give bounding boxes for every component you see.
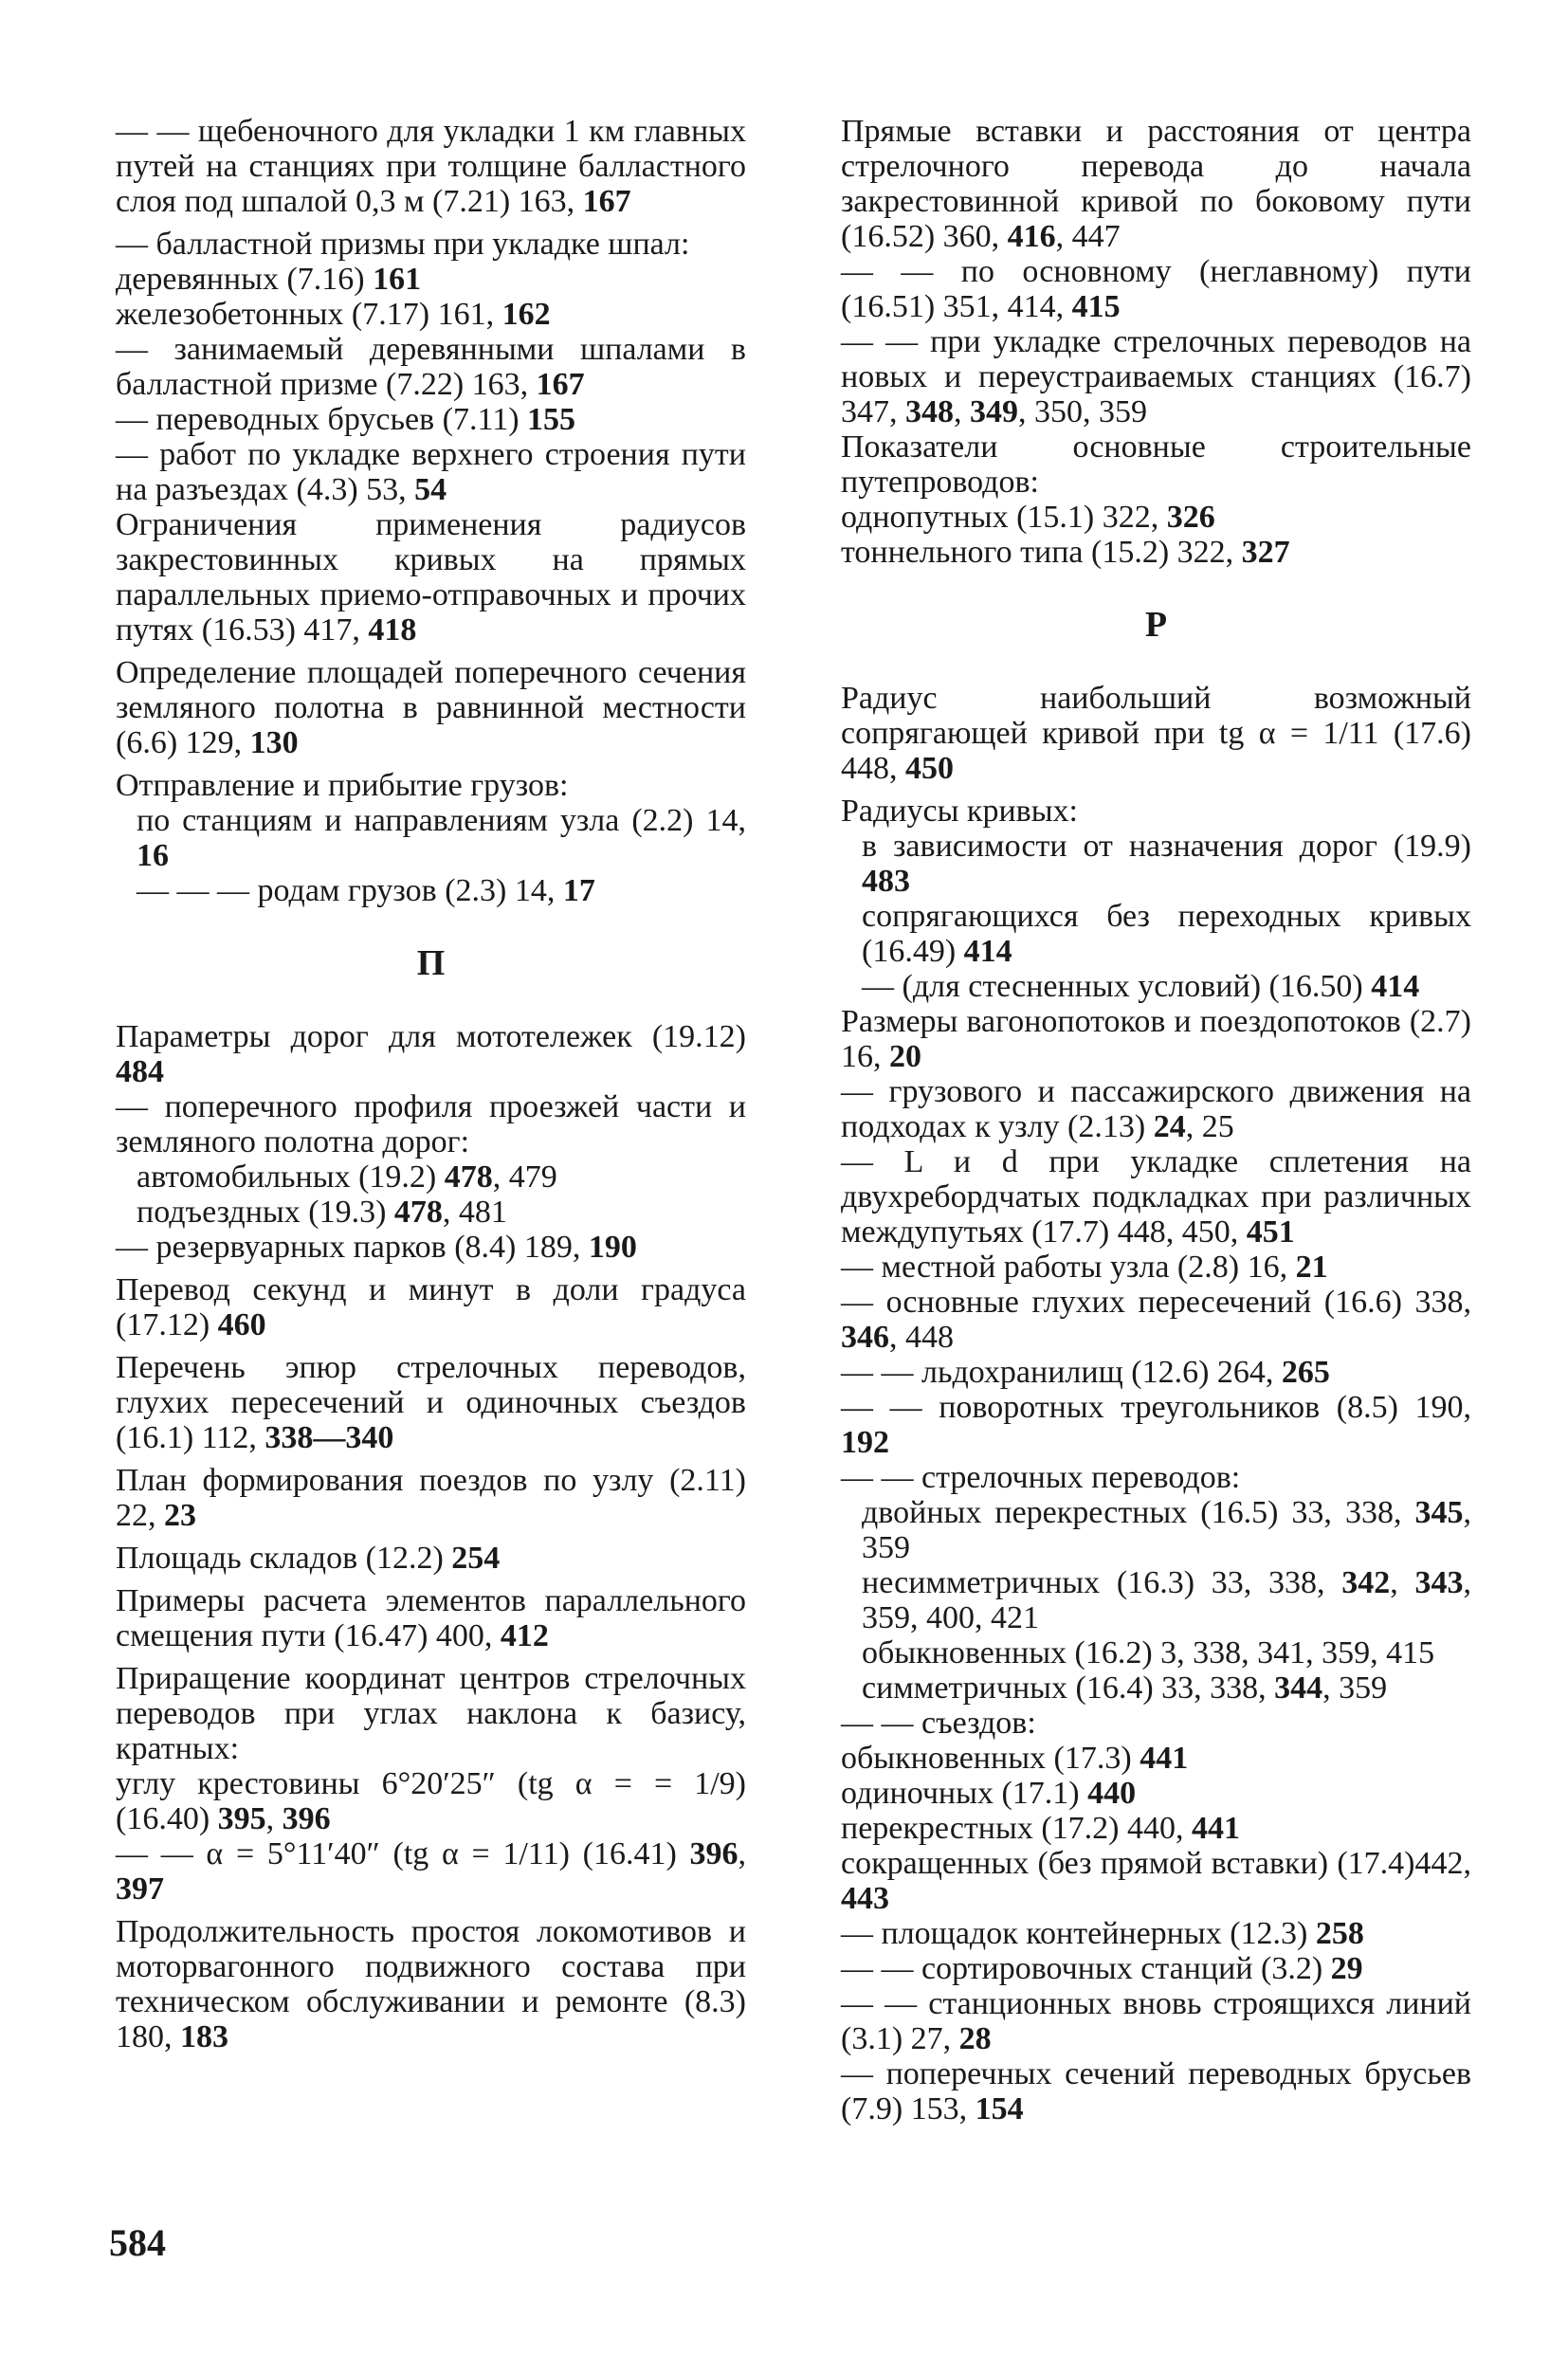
index-subentry: одиночных (17.1) 440: [841, 1776, 1137, 1811]
index-subentry: обыкновенных (16.2) 3, 338, 341, 359, 415: [862, 1635, 1435, 1670]
index-entry: Прямые вставки и расстояния от центра стрелочного перевода до начала закрестовинной кривой по боковому пути (16.52) 360, 416, 447: [841, 114, 1471, 254]
index-subentry: сокращенных (без прямой вставки) (17.4)442, 443: [841, 1846, 1471, 1916]
index-entry: — занимаемый деревянными шпалами в балластной призме (7.22) 163, 167: [116, 332, 746, 402]
index-entry: — — при укладке стрелочных переводов на новых и переустраиваемых станциях (16.7) 347, 348, 349, 350, 359: [841, 324, 1471, 429]
section-letter: Р: [1144, 605, 1168, 645]
index-subentry: — — — родам грузов (2.3) 14, 17: [137, 873, 595, 908]
index-entry: Показатели основные строительные путепроводов:: [841, 429, 1471, 500]
index-entry: План формирования поездов по узлу (2.11) 22, 23: [116, 1463, 746, 1533]
index-subentry: автомобильных (19.2) 478, 479: [137, 1159, 557, 1195]
index-entry: — — щебеночного для укладки 1 км главных путей на станциях при толщине балластного слоя под шпалой 0,3 м (7.21) 163, 167: [116, 114, 746, 219]
section-letter: П: [416, 943, 446, 983]
index-entry: Приращение координат центров стрелочных переводов при углах наклона к базису, кратных:: [116, 1661, 746, 1766]
index-entry: Размеры вагонопотоков и поездопотоков (2.7) 16, 20: [841, 1004, 1471, 1074]
index-subentry: обыкновенных (17.3) 441: [841, 1741, 1189, 1776]
index-subentry: однопутных (15.1) 322, 326: [841, 500, 1215, 535]
index-entry: — резервуарных парков (8.4) 189, 190: [116, 1230, 637, 1265]
index-entry: — — сортировочных станций (3.2) 29: [841, 1951, 1363, 1986]
index-entry: — площадок контейнерных (12.3) 258: [841, 1916, 1364, 1951]
index-subentry: — (для стесненных условий) (16.50) 414: [862, 969, 1420, 1004]
index-subentry: несимметричных (16.3) 33, 338, 342, 343, 359, 400, 421: [862, 1565, 1472, 1635]
index-entry: Перевод секунд и минут в доли градуса (17.12) 460: [116, 1272, 746, 1342]
index-subentry: тоннельного типа (15.2) 322, 327: [841, 535, 1290, 570]
index-subentry: перекрестных (17.2) 440, 441: [841, 1811, 1240, 1846]
index-entry: — поперечного профиля проезжей части и земляного полотна дорог:: [116, 1089, 746, 1159]
index-subentry: в зависимости от назначения дорог (19.9) 483: [862, 829, 1471, 899]
right-column: [841, 114, 1471, 2127]
index-entry: Ограничения применения радиусов закрестовинных кривых на прямых параллельных приемо-отправочных и прочих путях (16.53) 417, 418: [116, 507, 746, 648]
index-entry: — местной работы узла (2.8) 16, 21: [841, 1250, 1328, 1285]
index-subentry: подъездных (19.3) 478, 481: [137, 1195, 507, 1230]
index-entry: — работ по укладке верхнего строения пути на разъездах (4.3) 53, 54: [116, 437, 746, 507]
index-entry: Определение площадей поперечного сечения земляного полотна в равнинной местности (6.6) 129, 130: [116, 655, 746, 760]
index-entry: — — по основному (неглавному) пути (16.51) 351, 414, 415: [841, 254, 1471, 324]
index-entry: Отправление и прибытие грузов:: [116, 768, 569, 803]
index-entry: — балластной призмы при укладке шпал:: [116, 227, 690, 262]
index-subentry: симметричных (16.4) 33, 338, 344, 359: [862, 1670, 1388, 1706]
index-entry: Продолжительность простоя локомотивов и моторвагонного подвижного состава при техническом обслуживании и ремонте (8.3) 180, 183: [116, 1914, 746, 2054]
index-entry: — основные глухих пересечений (16.6) 338, 346, 448: [841, 1285, 1471, 1355]
index-subentry: двойных перекрестных (16.5) 33, 338, 345, 359: [862, 1495, 1471, 1565]
index-entry: Примеры расчета элементов параллельного смещения пути (16.47) 400, 412: [116, 1583, 746, 1653]
index-entry: — — поворотных треугольников (8.5) 190, 192: [841, 1390, 1471, 1460]
index-entry: — L и d при укладке сплетения на двухребордчатых подкладках при различных междупутьях (17.7) 448, 450, 451: [841, 1144, 1471, 1250]
index-subentry: по станциям и направлениям узла (2.2) 14, 16: [137, 803, 746, 873]
index-entry: — — стрелочных переводов:: [841, 1460, 1241, 1495]
index-entry: Перечень эпюр стрелочных переводов, глухих пересечений и одиночных съездов (16.1) 112, 338—340: [116, 1350, 746, 1455]
index-entry: — переводных брусьев (7.11) 155: [116, 402, 576, 437]
index-subentry: — — α = 5°11′40″ (tg α = 1/11) (16.41) 396, 397: [116, 1836, 746, 1907]
index-subentry: железобетонных (7.17) 161, 162: [116, 297, 551, 332]
index-subentry: сопрягающихся без переходных кривых (16.49) 414: [862, 899, 1471, 969]
index-subentry: деревянных (7.16) 161: [116, 262, 422, 297]
index-entry: Площадь складов (12.2) 254: [116, 1541, 501, 1576]
index-entry: Радиус наибольший возможный сопрягающей кривой при tg α = 1/11 (17.6) 448, 450: [841, 681, 1471, 786]
left-column: [116, 114, 746, 2062]
index-entry: — — станционных вновь строящихся линий (3.1) 27, 28: [841, 1986, 1471, 2056]
index-entry: — — съездов:: [841, 1706, 1036, 1741]
index-entry: — — льдохранилищ (12.6) 264, 265: [841, 1355, 1330, 1390]
index-entry: — поперечных сечений переводных брусьев (7.9) 153, 154: [841, 2056, 1471, 2127]
index-entry: Параметры дорог для мототележек (19.12) 484: [116, 1019, 746, 1089]
page-number: 584: [109, 2221, 166, 2264]
index-entry: — грузового и пассажирского движения на подходах к узлу (2.13) 24, 25: [841, 1074, 1471, 1144]
index-subentry: углу крестовины 6°20′25″ (tg α = = 1/9) (16.40) 395, 396: [116, 1766, 746, 1836]
index-entry: Радиусы кривых:: [841, 794, 1078, 829]
